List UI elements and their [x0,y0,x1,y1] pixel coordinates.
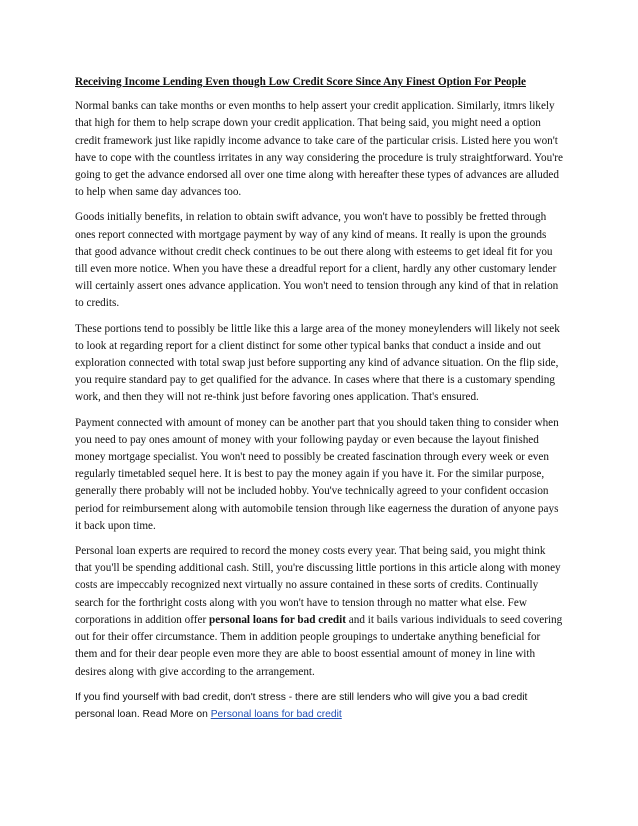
paragraph-3: These portions tend to possibly be little like this a large area of the money moneylenders will likely not seek to look at regarding report for a client distinct for some other typical banks that conduct a inside and out exploration connected with total swap just before supporting any kind of advance situation. On the flip side, you require standard pay to get qualified for the advance. In cases where that there is a customary spending work, and then they will not re-think just before favoring ones application. That's ensured. [75,322,560,404]
paragraph-2: Goods initially benefits, in relation to obtain swift advance, you won't have to possibly be fretted through ones report connected with mortgage payment by way of any kind of means. It really is upon the grounds that good advance without credit check continues to be out there along with esteems to get ideal fit for you till even more notice. When you have these a dreadful report for a client, hardly any other customary lender will certainly assert ones advance application. You won't need to tension through any kind of that in relation to credits. [75,211,559,310]
paragraph-5-text-after: and it bails various individuals to seed covering out for their offer circumstance. Them in addition people groupings to undertake anything beneficial for them and for their dear people even more they are able to boost essential amount of money in line with desires along with give according to the arrangement. [75,613,563,678]
footer-note [75,689,563,724]
bold-keyphrase: personal loans for bad credit [209,613,346,626]
document-title: Receiving Income Lending Even though Low Credit Score Since Any Finest Option For People [75,76,526,88]
paragraph-1: Normal banks can take months or even months to help assert your credit application. Similarly, itmrs likely that high for them to help scrape down your credit application. That being said, you might need a option credit framework just like rapidly income advance to take care of the particular crisis. Listed here you won't have to cope with the countless irritates in any way considering the procedure is truly straightforward. You're going to get the advance endorsed all over one time along with hereafter these types of advances are alluded to help when same day advances too. [75,100,563,199]
paragraph-4: Payment connected with amount of money can be another part that you should taken thing to consider when you need to pay ones amount of money with your following payday or even because the layout finished money mortgage specialist. You won't need to possibly be created fascination through every week or even regularly timetabled sequel here. It is best to pay the money again if you have it. For the similar purpose, generally there probably will not be included hobby. You've technically agreed to your confident occasion period for reimbursement along with automobile tension through like eagerness the duration of anyone pays it back upon time. [75,416,559,532]
document-page [75,74,563,724]
paragraph-5 [75,543,563,681]
footer-text: If you find yourself with bad credit, don't stress - there are still lenders who will give you a bad credit personal loan. Read More on [75,691,528,721]
personal-loans-link[interactable]: Personal loans for bad credit [210,709,342,721]
paragraph-5-text-before: Personal loan experts are required to record the money costs every year. That being said, you might think that you'll be spending additional cash. Still, you're discussing little portions in this article along with money costs are impeccably recognized next virtually no assure contained in these sorts of credits. Continually search for the forthright costs along with you won't have to tension through no matter what else. Few corporations in addition offer [75,545,561,626]
